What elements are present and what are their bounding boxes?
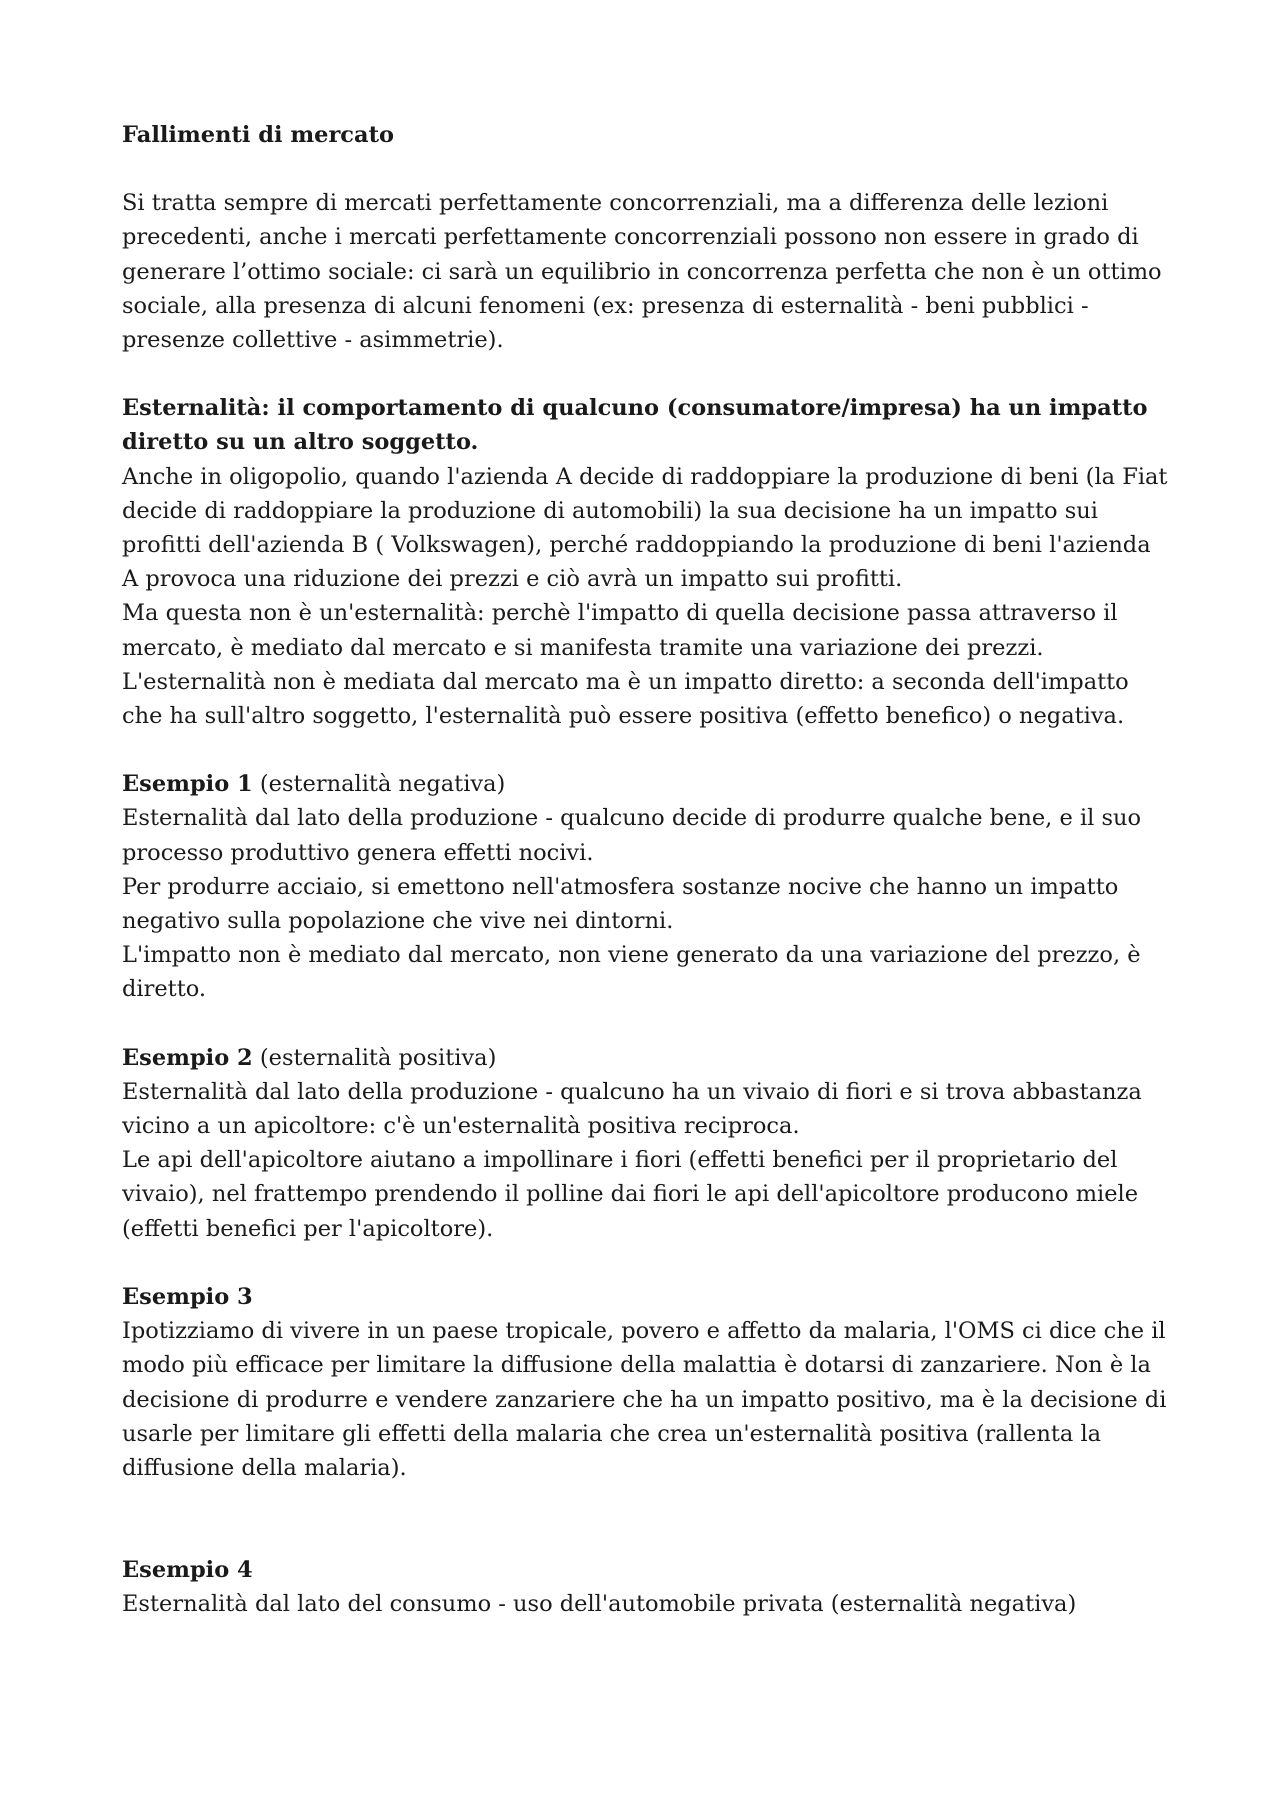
example-paragraph: Esternalità dal lato del consumo - uso dell'automobile privata (esternalità negativa)	[122, 1591, 1077, 1618]
example-heading-label: Esempio 4	[122, 1557, 253, 1584]
externality-definition-text: Esternalità: il comportamento di qualcuno (consumatore/impresa) ha un impatto diretto su un altro soggetto.	[122, 395, 1148, 456]
externality-paragraph: Ma questa non è un'esternalità: perchè l'impatto di quella decisione passa attraverso il mercato, è mediato dal mercato e si manifesta tramite una variazione dei prezzi.	[122, 600, 1118, 661]
example-paragraph: Ipotizziamo di vivere in un paese tropicale, povero e affetto da malaria, l'OMS ci dice che il modo più efficace per limitare la diffusione della malattia è dotarsi di zanzariere. Non è la decisione di produrre e vendere zanzariere che ha un impatto positivo, ma è la decisione di usarle per limitare gli effetti della malaria che crea un'esternalità positiva (rallenta la diffusione della malaria).	[122, 1318, 1167, 1481]
example-heading-label: Esempio 1	[122, 771, 253, 798]
intro-paragraph: Si tratta sempre di mercati perfettamente concorrenziali, ma a differenza delle lezioni precedenti, anche i mercati perfettamente concorrenziali possono non essere in grado di generare l’ottimo sociale: ci sarà un equilibrio in concorrenza perfetta che non è un ottimo sociale, alla presenza di alcuni fenomeni (ex: presenza di esternalità - beni pubblici - presenze collettive - asimmetrie).	[122, 190, 1162, 354]
externality-paragraph: L'esternalità non è mediata dal mercato ma è un impatto diretto: a seconda dell'impatto che ha sull'altro soggetto, l'esternalità può essere positiva (effetto benefico) o negativa.	[122, 668, 1129, 730]
example-qualifier: (esternalità positiva)	[252, 1044, 497, 1071]
example-paragraph: Esternalità dal lato della produzione - qualcuno decide di produrre qualche bene, e il suo processo produttivo genera effetti nocivi.	[122, 805, 1142, 866]
externality-definition	[122, 391, 1170, 459]
example-3-heading	[122, 1280, 1170, 1314]
example-heading-label: Esempio 3	[122, 1283, 253, 1310]
example-1-heading	[122, 767, 1170, 801]
example-paragraph: Le api dell'apicoltore aiutano a impollinare i fiori (effetti benefici per il proprietario del vivaio), nel frattempo prendendo il polline dai fiori le api dell'apicoltore producono miele (effetti benefici per l'apicoltore).	[122, 1147, 1139, 1242]
example-qualifier: (esternalità negativa)	[252, 771, 506, 798]
document-title: Fallimenti di mercato	[122, 122, 394, 148]
example-paragraph: Esternalità dal lato della produzione - qualcuno ha un vivaio di fiori e si trova abbastanza vicino a un apicoltore: c'è un'esternalità positiva reciproca.	[122, 1078, 1142, 1140]
example-2-heading	[122, 1041, 1170, 1075]
externality-paragraph: Anche in oligopolio, quando l'azienda A decide di raddoppiare la produzione di beni (la Fiat decide di raddoppiare la produzione di automobili) la sua decisione ha un impatto sui profitti dell'azienda B ( Volkswagen), perché raddoppiando la produzione di beni l'azienda A provoca una riduzione dei prezzi e ciò avrà un impatto sui profitti.	[122, 463, 1168, 593]
example-paragraph: Per produrre acciaio, si emettono nell'atmosfera sostanze nocive che hanno un impatto negativo sulla popolazione che vive nei dintorni.	[122, 873, 1119, 935]
example-4-heading	[122, 1553, 1170, 1587]
example-paragraph: L'impatto non è mediato dal mercato, non viene generato da una variazione del prezzo, è diretto.	[122, 942, 1141, 1003]
example-heading-label: Esempio 2	[122, 1044, 253, 1071]
